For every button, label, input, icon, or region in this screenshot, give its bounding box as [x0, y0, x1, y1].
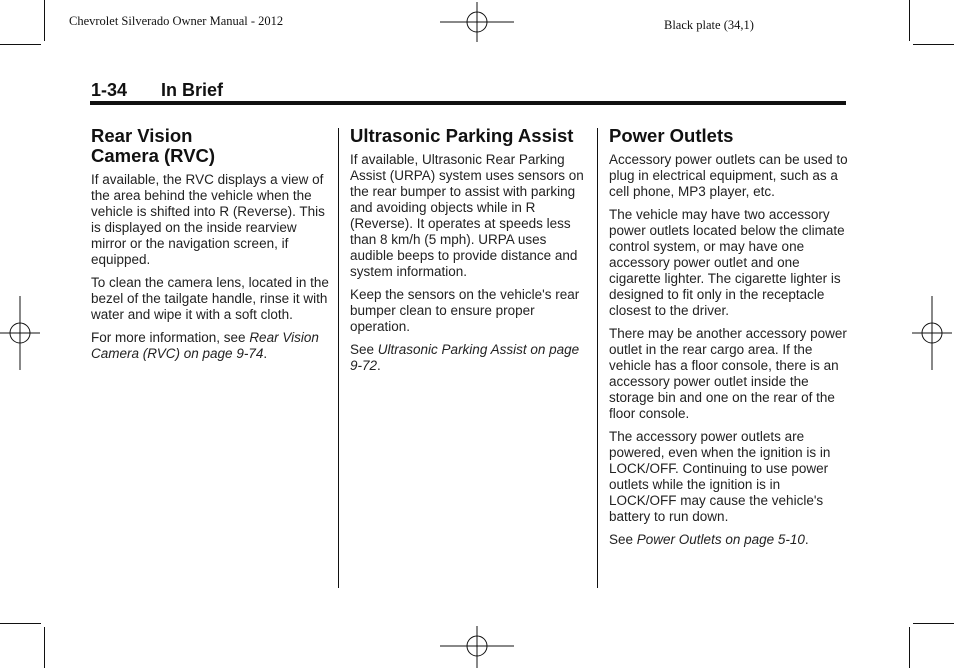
urpa-paragraph: Keep the sensors on the vehicle's rear bumper clean to ensure proper operation. [350, 287, 580, 334]
power-outlets-reference-link[interactable]: Power Outlets on page 5-10 [636, 532, 805, 547]
crop-mark [0, 44, 41, 45]
crop-mark [0, 623, 41, 624]
urpa-heading: Ultrasonic Parking Assist [350, 125, 574, 146]
power-outlets-paragraph: Accessory power outlets can be used to plug in electrical equipment, such as a cell phone, MP3 player, etc. [609, 152, 848, 199]
section-heading [91, 80, 223, 101]
rvc-reference-link[interactable]: Rear Vision Camera (RVC) on page 9-74 [91, 330, 319, 361]
urpa-reference: See Ultrasonic Parking Assist on page 9-72. [350, 342, 580, 373]
page-number: 1-34 [91, 80, 128, 100]
power-outlets-reference: See Power Outlets on page 5-10. [609, 532, 809, 547]
rvc-reference: For more information, see Rear Vision Camera (RVC) on page 9-74. [91, 330, 319, 361]
crop-mark [909, 0, 910, 41]
registration-mark-icon [440, 624, 514, 668]
power-outlets-paragraph: There may be another accessory power outlet in the rear cargo area. If the vehicle has a floor console, there is an accessory power outlet inside the storage bin and one on the rear of the floor console. [609, 326, 847, 421]
column-ultrasonic-parking-assist [350, 126, 590, 381]
crop-mark [909, 627, 910, 668]
urpa-reference-link[interactable]: Ultrasonic Parking Assist on page 9-72 [350, 342, 580, 373]
crop-mark [44, 0, 45, 41]
column-divider [338, 128, 339, 588]
power-outlets-paragraph: The vehicle may have two accessory power outlets located below the climate control system, or may have one accessory power outlet and one cigarette lighter. The cigarette lighter is designed to fit only in the receptacle closest to the driver. [609, 207, 845, 318]
section-title: In Brief [161, 80, 224, 100]
rvc-heading: Rear Vision Camera (RVC) [91, 125, 216, 166]
registration-mark-icon [440, 2, 514, 44]
section-rule [90, 101, 846, 105]
crop-mark [913, 44, 954, 45]
rvc-paragraph: To clean the camera lens, located in the bezel of the tailgate handle, rinse it with water and wipe it with a soft cloth. [91, 275, 329, 322]
crop-mark [913, 623, 954, 624]
registration-mark-icon [0, 296, 42, 370]
column-power-outlets [609, 126, 849, 555]
manual-title: Chevrolet Silverado Owner Manual - 2012 [69, 14, 284, 28]
column-divider [597, 128, 598, 588]
column-rear-vision-camera [91, 126, 331, 369]
crop-mark [44, 627, 45, 668]
urpa-paragraph: If available, Ultrasonic Rear Parking Assist (URPA) system uses sensors on the rear bumper to assist with parking and avoiding objects while in R (Reverse). It operates at speeds less than 8 km/h (5 mph). URPA uses audible beeps to provide distance and system information. [350, 152, 584, 279]
plate-label: Black plate (34,1) [664, 18, 754, 32]
registration-mark-icon [912, 296, 954, 370]
rvc-paragraph: If available, the RVC displays a view of the area behind the vehicle when the vehicle is shifted into R (Reverse). This is displayed on the inside rearview mirror or the navigation screen, if equipped. [91, 172, 325, 267]
power-outlets-heading: Power Outlets [609, 125, 734, 146]
power-outlets-paragraph: The accessory power outlets are powered, even when the ignition is in LOCK/OFF. Continuing to use power outlets while the ignition is in LOCK/OFF may cause the vehicle's battery to run down. [609, 429, 831, 524]
